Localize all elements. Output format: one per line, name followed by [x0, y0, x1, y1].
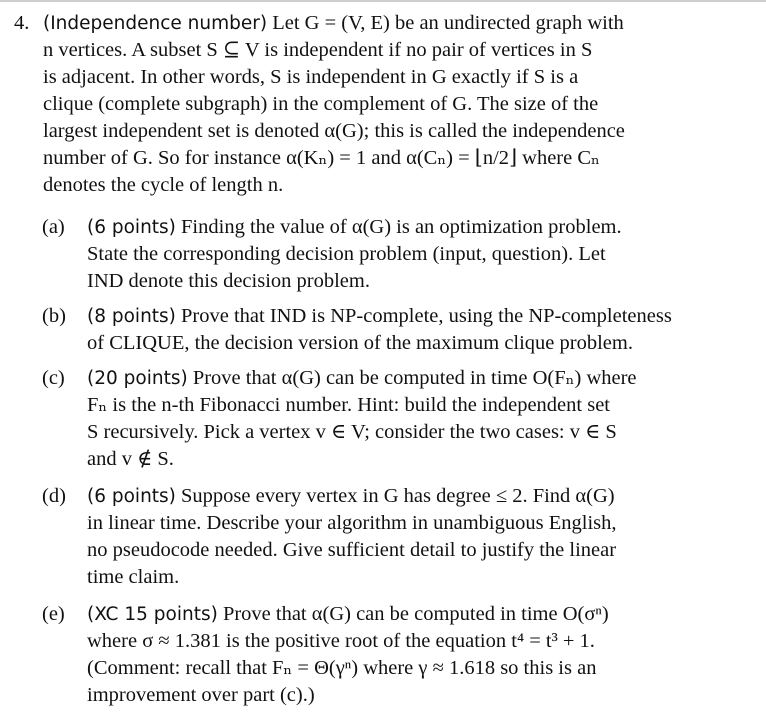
part-a	[42, 214, 742, 295]
part-label: (b)	[42, 305, 66, 327]
problem-line: denotes the cycle of length n.	[43, 174, 284, 196]
part-label: (d)	[42, 485, 66, 507]
part-d	[42, 483, 742, 591]
problem-line: number of G. So for instance α(Kₙ) = 1 and α(Cₙ) = ⌊n/2⌋ where Cₙ	[43, 147, 600, 169]
part-points: (XC 15 points)	[87, 604, 218, 625]
problem-line: n vertices. A subset S ⊆ V is independent if no pair of vertices in S	[43, 39, 593, 61]
part-points: (6 points)	[87, 217, 176, 238]
part-line: Fₙ is the n-th Fibonacci number. Hint: build the independent set	[87, 394, 611, 416]
part-points: (6 points)	[87, 486, 176, 507]
part-label: (e)	[42, 603, 65, 625]
part-line: IND denote this decision problem.	[87, 270, 370, 292]
problem-line: clique (complete subgraph) in the complement of G. The size of the	[43, 93, 599, 115]
part-line	[87, 214, 742, 241]
problem-line: largest independent set is denoted α(G); this is called the independence	[43, 120, 625, 142]
problem-title: (Independence number)	[43, 13, 268, 34]
problem-line: Let G = (V, E) be an undirected graph with	[272, 12, 624, 34]
part-line: of CLIQUE, the decision version of the maximum clique problem.	[87, 332, 633, 354]
part-line	[87, 483, 742, 510]
part-line	[87, 601, 742, 628]
part-points: (20 points)	[87, 368, 188, 389]
part-e	[42, 601, 742, 709]
subparts-list	[42, 214, 742, 709]
part-text: Prove that α(G) can be computed in time O(Fₙ) where	[192, 367, 637, 389]
top-border	[0, 0, 766, 2]
part-line: improvement over part (c).)	[87, 684, 315, 706]
part-line	[87, 365, 742, 392]
part-text: Prove that α(G) can be computed in time O(σⁿ)	[222, 603, 609, 625]
part-label: (a)	[42, 216, 65, 238]
part-line: State the corresponding decision problem (input, question). Let	[87, 243, 606, 265]
part-line: in linear time. Describe your algorithm in unambiguous English,	[87, 512, 617, 534]
part-text: Finding the value of α(G) is an optimization problem.	[181, 216, 622, 238]
part-line: (Comment: recall that Fₙ = Θ(γⁿ) where γ ≈ 1.618 so this is an	[87, 657, 597, 679]
part-b	[42, 303, 742, 357]
problem-number: 4.	[14, 12, 30, 34]
problem-statement	[14, 10, 726, 199]
part-line	[87, 303, 742, 330]
part-line: no pseudocode needed. Give sufficient detail to justify the linear	[87, 539, 617, 561]
part-label: (c)	[42, 367, 65, 389]
part-line: time claim.	[87, 566, 180, 588]
problem-line: is adjacent. In other words, S is independent in G exactly if S is a	[43, 66, 579, 88]
part-line: S recursively. Pick a vertex v ∈ V; consider the two cases: v ∈ S	[87, 421, 617, 443]
part-points: (8 points)	[87, 306, 176, 327]
part-line: and v ∉ S.	[87, 448, 174, 470]
part-line: where σ ≈ 1.381 is the positive root of the equation t⁴ = t³ + 1.	[87, 630, 595, 652]
part-text: Suppose every vertex in G has degree ≤ 2. Find α(G)	[181, 485, 615, 507]
problem-first-line	[14, 10, 726, 37]
part-text: Prove that IND is NP-complete, using the NP-completeness	[181, 305, 672, 327]
part-c	[42, 365, 742, 473]
